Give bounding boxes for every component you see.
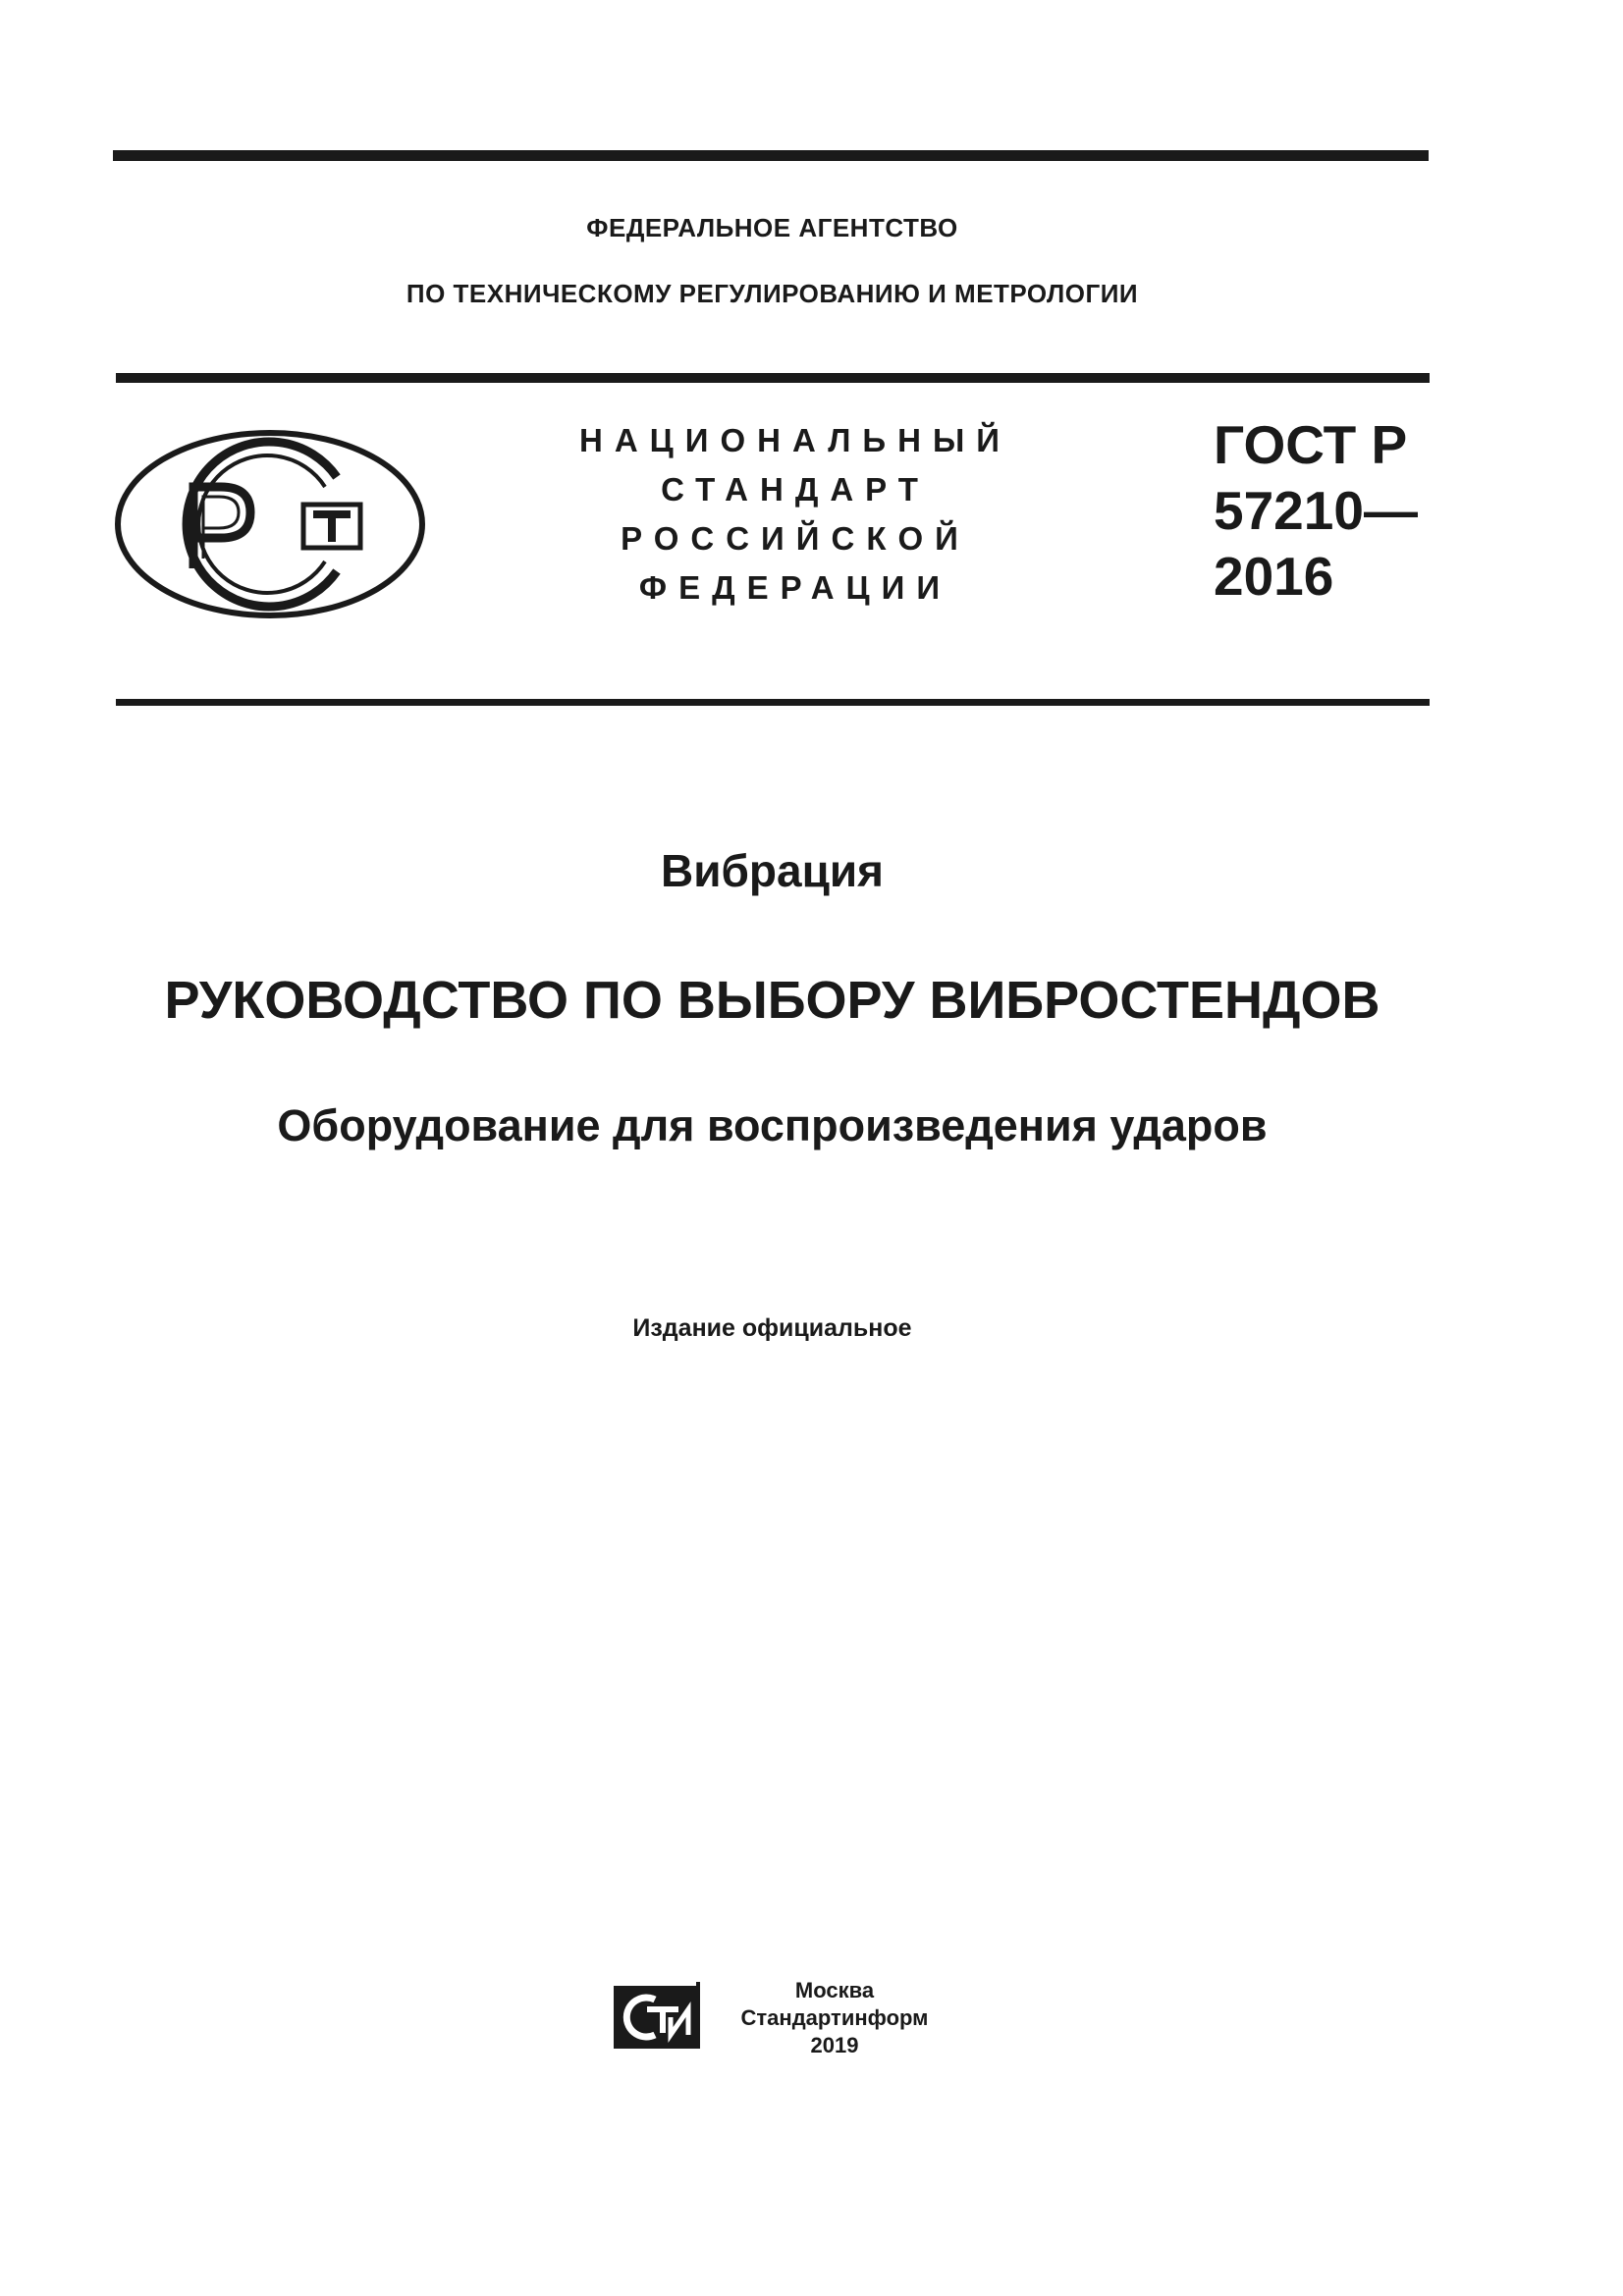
banner-top-rule [116, 373, 1430, 383]
standartinform-logo-icon [610, 1978, 704, 2053]
publisher-block [727, 1977, 943, 2059]
publication-year: 2019 [810, 2033, 859, 2057]
national-standard-label [550, 416, 1041, 613]
document-subtitle: Оборудование для воспроизведения ударов [277, 1100, 1268, 1150]
publisher-name: Стандартинформ [740, 2005, 929, 2030]
agency-line-2: ПО ТЕХНИЧЕСКОМУ РЕГУЛИРОВАНИЮ И МЕТРОЛОГИИ [406, 279, 1139, 308]
gost-line: ГОСТ Р [1214, 414, 1408, 475]
gost-line: 2016 [1214, 546, 1334, 607]
document-title: РУКОВОДСТВО ПО ВЫБОРУ ВИБРОСТЕНДОВ [164, 971, 1380, 1030]
gost-line: 57210— [1214, 480, 1418, 541]
top-rule [113, 150, 1429, 161]
national-line: СТАНДАРТ [661, 471, 930, 507]
national-line: РОССИЙСКОЙ [621, 520, 970, 557]
edition-label: Издание официальное [632, 1314, 912, 1342]
rst-logo-icon [113, 426, 427, 622]
document-category: Вибрация [661, 845, 884, 896]
banner-bottom-rule [116, 699, 1430, 706]
gost-designation [1214, 412, 1418, 610]
national-line: ФЕДЕРАЦИИ [638, 569, 952, 606]
publisher-city: Москва [794, 1978, 875, 2002]
national-line: НАЦИОНАЛЬНЫЙ [579, 422, 1011, 458]
agency-line-1: ФЕДЕРАЛЬНОЕ АГЕНТСТВО [586, 213, 958, 242]
